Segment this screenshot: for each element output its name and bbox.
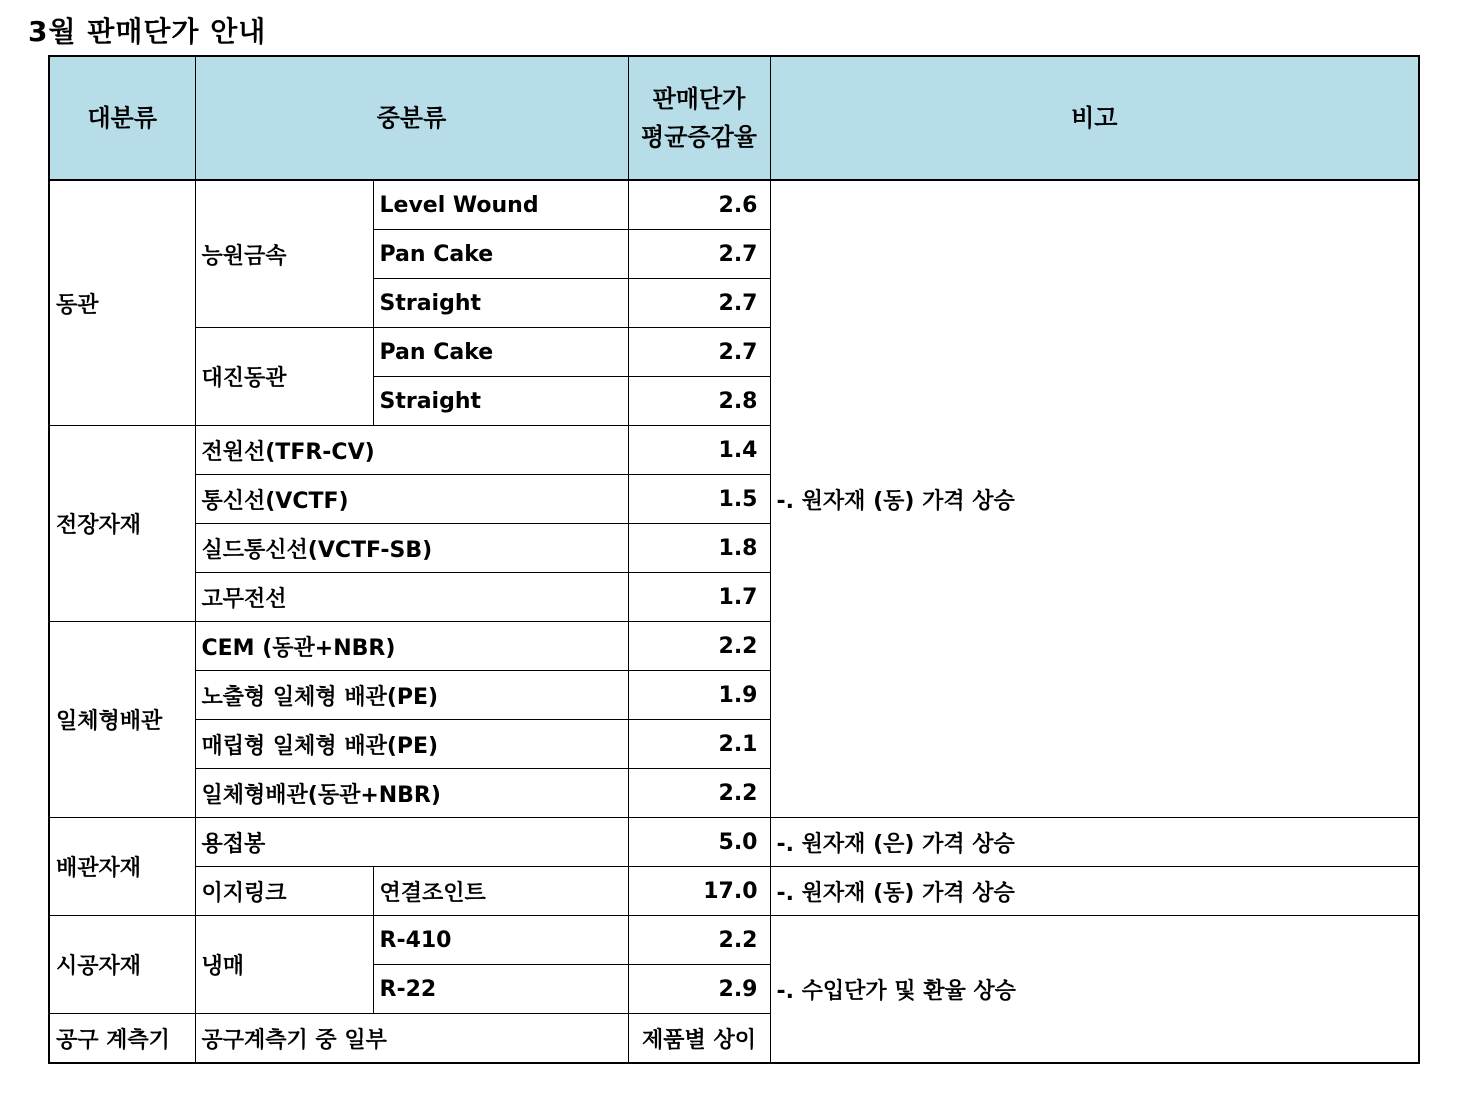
header-row [49, 56, 1419, 180]
sub-cell: Straight [373, 377, 628, 426]
major-cell: 일체형배관 [49, 622, 195, 818]
sub-cell: R-410 [373, 916, 628, 965]
table-row [49, 818, 1419, 867]
sub-cell: Pan Cake [373, 230, 628, 279]
rate-cell: 1.4 [628, 426, 770, 475]
rate-cell: 17.0 [628, 867, 770, 916]
major-cell: 전장자재 [49, 426, 195, 622]
sub-cell: Level Wound [373, 180, 628, 230]
rate-cell: 1.7 [628, 573, 770, 622]
middle-cell: 실드통신선(VCTF-SB) [195, 524, 628, 573]
middle-cell: 냉매 [195, 916, 373, 1014]
sub-cell: Straight [373, 279, 628, 328]
page-title: 3월 판매단가 안내 [28, 15, 267, 48]
price-table [48, 55, 1420, 1064]
rate-cell: 2.8 [628, 377, 770, 426]
middle-cell: 전원선(TFR-CV) [195, 426, 628, 475]
note-cell: -. 원자재 (동) 가격 상승 [770, 867, 1419, 916]
sub-cell: 연결조인트 [373, 867, 628, 916]
rate-cell: 2.2 [628, 769, 770, 818]
rate-cell: 1.8 [628, 524, 770, 573]
middle-cell: 매립형 일체형 배관(PE) [195, 720, 628, 769]
header-middle: 중분류 [195, 56, 628, 180]
rate-cell: 2.7 [628, 279, 770, 328]
rate-cell: 1.5 [628, 475, 770, 524]
note-cell: -. 원자재 (은) 가격 상승 [770, 818, 1419, 867]
header-rate-line1: 판매단가 [652, 85, 746, 113]
header-rate-line2: 평균증감율 [641, 123, 757, 151]
table-row [49, 867, 1419, 916]
rate-cell: 2.7 [628, 328, 770, 377]
table-row [49, 180, 1419, 230]
middle-cell: 고무전선 [195, 573, 628, 622]
middle-cell: 통신선(VCTF) [195, 475, 628, 524]
middle-cell: 노출형 일체형 배관(PE) [195, 671, 628, 720]
rate-cell: 2.1 [628, 720, 770, 769]
major-cell: 동관 [49, 180, 195, 426]
rate-cell: 1.9 [628, 671, 770, 720]
middle-cell: CEM (동관+NBR) [195, 622, 628, 671]
rate-cell: 2.2 [628, 916, 770, 965]
middle-cell: 대진동관 [195, 328, 373, 426]
middle-cell: 일체형배관(동관+NBR) [195, 769, 628, 818]
middle-cell: 공구계측기 중 일부 [195, 1014, 628, 1064]
major-cell: 시공자재 [49, 916, 195, 1014]
header-note: 비고 [770, 56, 1419, 180]
note-cell: -. 원자재 (동) 가격 상승 [770, 180, 1419, 818]
rate-cell: 2.9 [628, 965, 770, 1014]
sub-cell: Pan Cake [373, 328, 628, 377]
middle-cell: 용접봉 [195, 818, 628, 867]
middle-cell: 능원금속 [195, 180, 373, 328]
sub-cell: R-22 [373, 965, 628, 1014]
rate-cell: 5.0 [628, 818, 770, 867]
header-rate [628, 56, 770, 180]
rate-cell: 제품별 상이 [628, 1014, 770, 1064]
rate-cell: 2.7 [628, 230, 770, 279]
note-cell: -. 수입단가 및 환율 상승 [770, 916, 1419, 1064]
major-cell: 공구 계측기 [49, 1014, 195, 1064]
rate-cell: 2.2 [628, 622, 770, 671]
major-cell: 배관자재 [49, 818, 195, 916]
rate-cell: 2.6 [628, 180, 770, 230]
middle-cell: 이지링크 [195, 867, 373, 916]
table-row [49, 916, 1419, 965]
header-major: 대분류 [49, 56, 195, 180]
